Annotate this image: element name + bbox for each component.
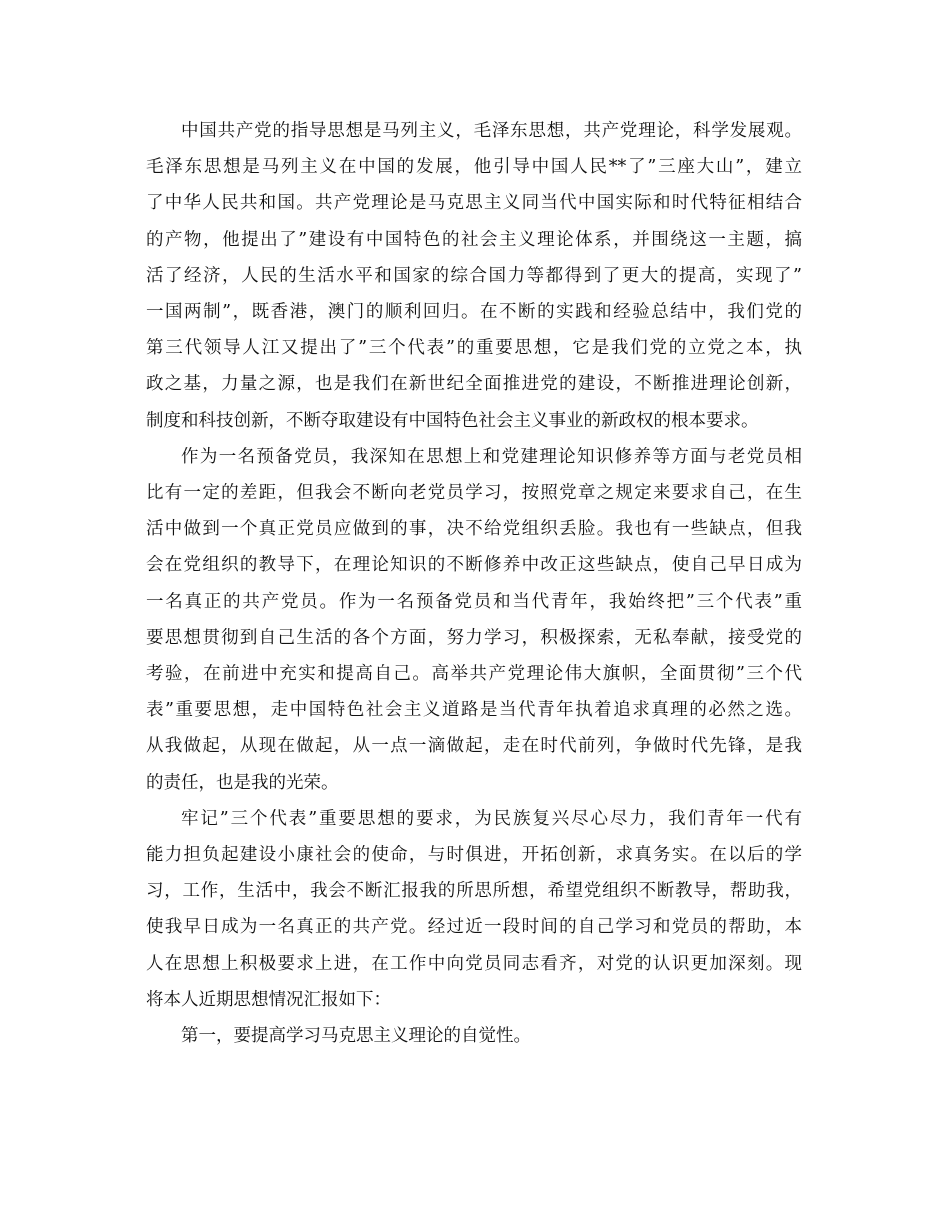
paragraph-3 bbox=[146, 801, 802, 1018]
paragraph-line: 会在党组织的教导下，在理论知识的不断修养中改正这些缺点，使自己早日成为 bbox=[146, 555, 802, 576]
paragraph-line: 牢记”三个代表”重要思想的要求，为民族复兴尽心尽力，我们青年一代有 bbox=[181, 808, 802, 829]
paragraph-2 bbox=[146, 439, 802, 801]
paragraph-line: 政之基，力量之源，也是我们在新世纪全面推进党的建设，不断推进理论创新， bbox=[146, 374, 802, 395]
paragraph-line: 毛泽东思想是马列主义在中国的发展，他引导中国人民**了”三座大山”，建立 bbox=[146, 157, 803, 178]
paragraph-1 bbox=[146, 113, 802, 439]
paragraph-line: 一国两制”，既香港，澳门的顺利回归。在不断的实践和经验总结中，我们党的 bbox=[146, 302, 802, 323]
paragraph-line: 一名真正的共产党员。作为一名预备党员和当代青年，我始终把”三个代表”重 bbox=[146, 591, 802, 612]
paragraph-line: 制度和科技创新，不断夺取建设有中国特色社会主义事业的新政权的根本要求。 bbox=[146, 410, 759, 431]
paragraph-line: 将本人近期思想情况汇报如下： bbox=[146, 989, 391, 1010]
paragraph-line: 活了经济，人民的生活水平和国家的综合国力等都得到了更大的提高，实现了” bbox=[146, 265, 802, 286]
paragraph-line: 中国共产党的指导思想是马列主义，毛泽东思想，共产党理论，科学发展观。 bbox=[181, 121, 802, 141]
paragraph-line: 了中华人民共和国。共产党理论是马克思主义同当代中国实际和时代特征相结合 bbox=[146, 193, 802, 214]
paragraph-line: 第三代领导人江又提出了”三个代表”的重要思想，它是我们党的立党之本，执 bbox=[146, 338, 802, 359]
paragraph-line: 人在思想上积极要求上进，在工作中向党员同志看齐，对党的认识更加深刻。现 bbox=[146, 953, 802, 974]
paragraph-line: 比有一定的差距，但我会不断向老党员学习，按照党章之规定来要求自己，在生 bbox=[146, 483, 802, 504]
paragraph-line: 第一，要提高学习马克思主义理论的自觉性。 bbox=[181, 1026, 531, 1047]
paragraph-line: 考验，在前进中充实和提高自己。高举共产党理论伟大旗帜，全面贯彻”三个代 bbox=[146, 664, 802, 685]
paragraph-4 bbox=[146, 1018, 802, 1054]
paragraph-line: 要思想贯彻到自己生活的各个方面，努力学习，积极探索，无私奉献，接受党的 bbox=[146, 627, 802, 648]
paragraph-line: 作为一名预备党员，我深知在思想上和党建理论知识修养等方面与老党员相 bbox=[181, 446, 802, 467]
paragraph-line: 使我早日成为一名真正的共产党。经过近一段时间的自己学习和党员的帮助，本 bbox=[146, 917, 802, 938]
paragraph-line: 的责任，也是我的光荣。 bbox=[146, 772, 339, 793]
paragraph-line: 能力担负起建设小康社会的使命，与时俱进，开拓创新，求真务实。在以后的学 bbox=[146, 845, 802, 866]
paragraph-line: 习，工作，生活中，我会不断汇报我的所思所想，希望党组织不断教导，帮助我， bbox=[146, 881, 802, 902]
document-body bbox=[146, 113, 802, 1054]
paragraph-line: 的产物，他提出了”建设有中国特色的社会主义理论体系，并围绕这一主题，搞 bbox=[146, 229, 802, 250]
paragraph-line: 从我做起，从现在做起，从一点一滴做起，走在时代前列，争做时代先锋，是我 bbox=[146, 736, 802, 757]
paragraph-line: 活中做到一个真正党员应做到的事，决不给党组织丢脸。我也有一些缺点，但我 bbox=[146, 519, 802, 540]
paragraph-line: 表”重要思想，走中国特色社会主义道路是当代青年执着追求真理的必然之选。 bbox=[146, 700, 802, 721]
